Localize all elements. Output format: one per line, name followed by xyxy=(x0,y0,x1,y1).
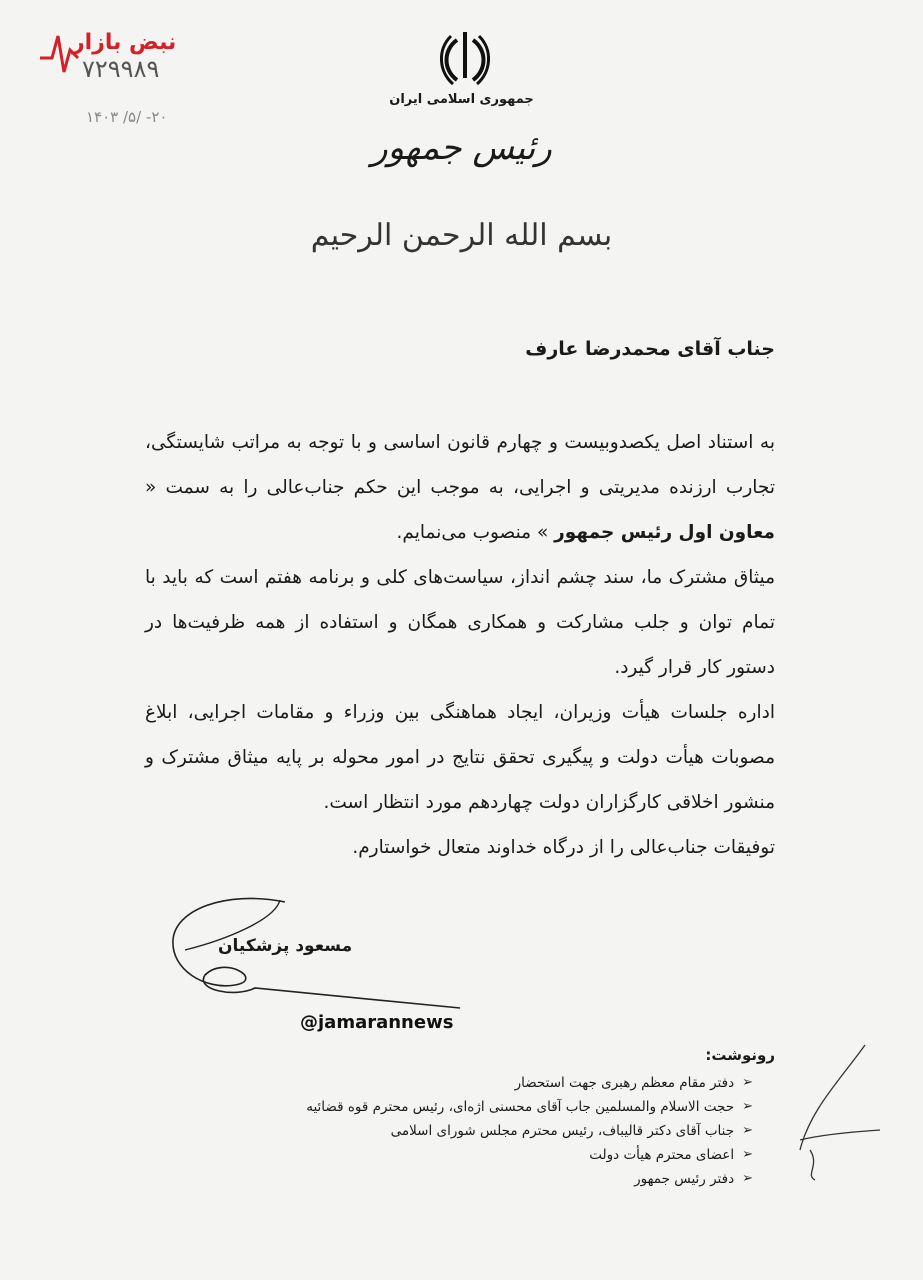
arrow-bullet-icon: ➢ xyxy=(742,1099,753,1114)
cc-item xyxy=(306,1167,753,1191)
arrow-bullet-icon: ➢ xyxy=(742,1171,753,1186)
arrow-bullet-icon: ➢ xyxy=(742,1075,753,1090)
cc-heading: رونوشت: xyxy=(705,1046,775,1064)
paragraph-3: اداره جلسات هیأت وزیران، ایجاد هماهنگی بین وزراء و مقامات اجرایی، ابلاغ مصوبات هیأت دولت و پیگیری تحقق نتایج در امور محوله بر پایه میثاق مشترک و منشور اخلاقی کارگزاران دولت چهاردهم مورد انتظار است. xyxy=(145,702,775,813)
document-date: ۱۴۰۳ /۵/ -۲۰ xyxy=(86,108,168,126)
cc-item xyxy=(306,1095,753,1119)
paragraph-4: توفیقات جناب‌عالی را از درگاه خداوند متعال خواستارم. xyxy=(352,837,775,858)
office-title: رئیس جمهور xyxy=(371,128,552,168)
paragraph-1 xyxy=(145,420,775,555)
cc-item xyxy=(306,1119,753,1143)
cc-item-text: اعضای محترم هیأت دولت xyxy=(589,1147,735,1163)
cc-item-text: حجت الاسلام والمسلمین جاب آقای محسنی اژه‌ای، رئیس محترم قوه قضائیه xyxy=(306,1099,735,1115)
document-number: ۷۲۹۹۸۹ xyxy=(82,55,160,83)
arrow-bullet-icon: ➢ xyxy=(742,1123,753,1138)
signatory-name: مسعود پزشکیان xyxy=(218,936,353,956)
country-name: جمهوری اسلامی ایران xyxy=(389,92,534,107)
position-title: معاون اول رئیس جمهور xyxy=(554,522,775,543)
bismillah: بسم الله الرحمن الرحیم xyxy=(310,218,613,253)
arrow-bullet-icon: ➢ xyxy=(742,1147,753,1162)
cc-item xyxy=(306,1071,753,1095)
cc-item-text: دفتر رئیس جمهور xyxy=(634,1171,735,1187)
social-handle: @jamarannews xyxy=(300,1012,454,1033)
letter-body xyxy=(145,420,775,870)
paragraph-2: میثاق مشترک ما، سند چشم انداز، سیاست‌های کلی و برنامه هفتم است که باید با تمام توان و جلب مشارکت و همکاری همگان و استفاده از همه ظرفیت‌ها در دستور کار قرار گیرد. xyxy=(145,567,775,678)
addressee: جناب آقای محمدرضا عارف xyxy=(525,338,775,360)
paragraph-1-end: » منصوب می‌نمایم. xyxy=(396,522,555,543)
cc-list xyxy=(306,1071,753,1191)
paragraph-1-text: به استناد اصل یکصدوبیست و چهارم قانون اساسی و با توجه به مراتب شایستگی، تجارب ارزنده مدیریتی و اجرایی، به موجب این حکم جناب‌عالی را به سمت « xyxy=(145,432,775,498)
watermark-logo-text: نبض بازار xyxy=(72,30,177,55)
iran-emblem-icon xyxy=(437,28,493,88)
cc-item-text: جناب آقای دکتر قالیباف، رئیس محترم مجلس شورای اسلامی xyxy=(390,1123,735,1139)
cc-item xyxy=(306,1143,753,1167)
handwritten-note-scribble xyxy=(780,1040,890,1190)
cc-item-text: دفتر مقام معظم رهبری جهت استحضار xyxy=(514,1075,735,1091)
